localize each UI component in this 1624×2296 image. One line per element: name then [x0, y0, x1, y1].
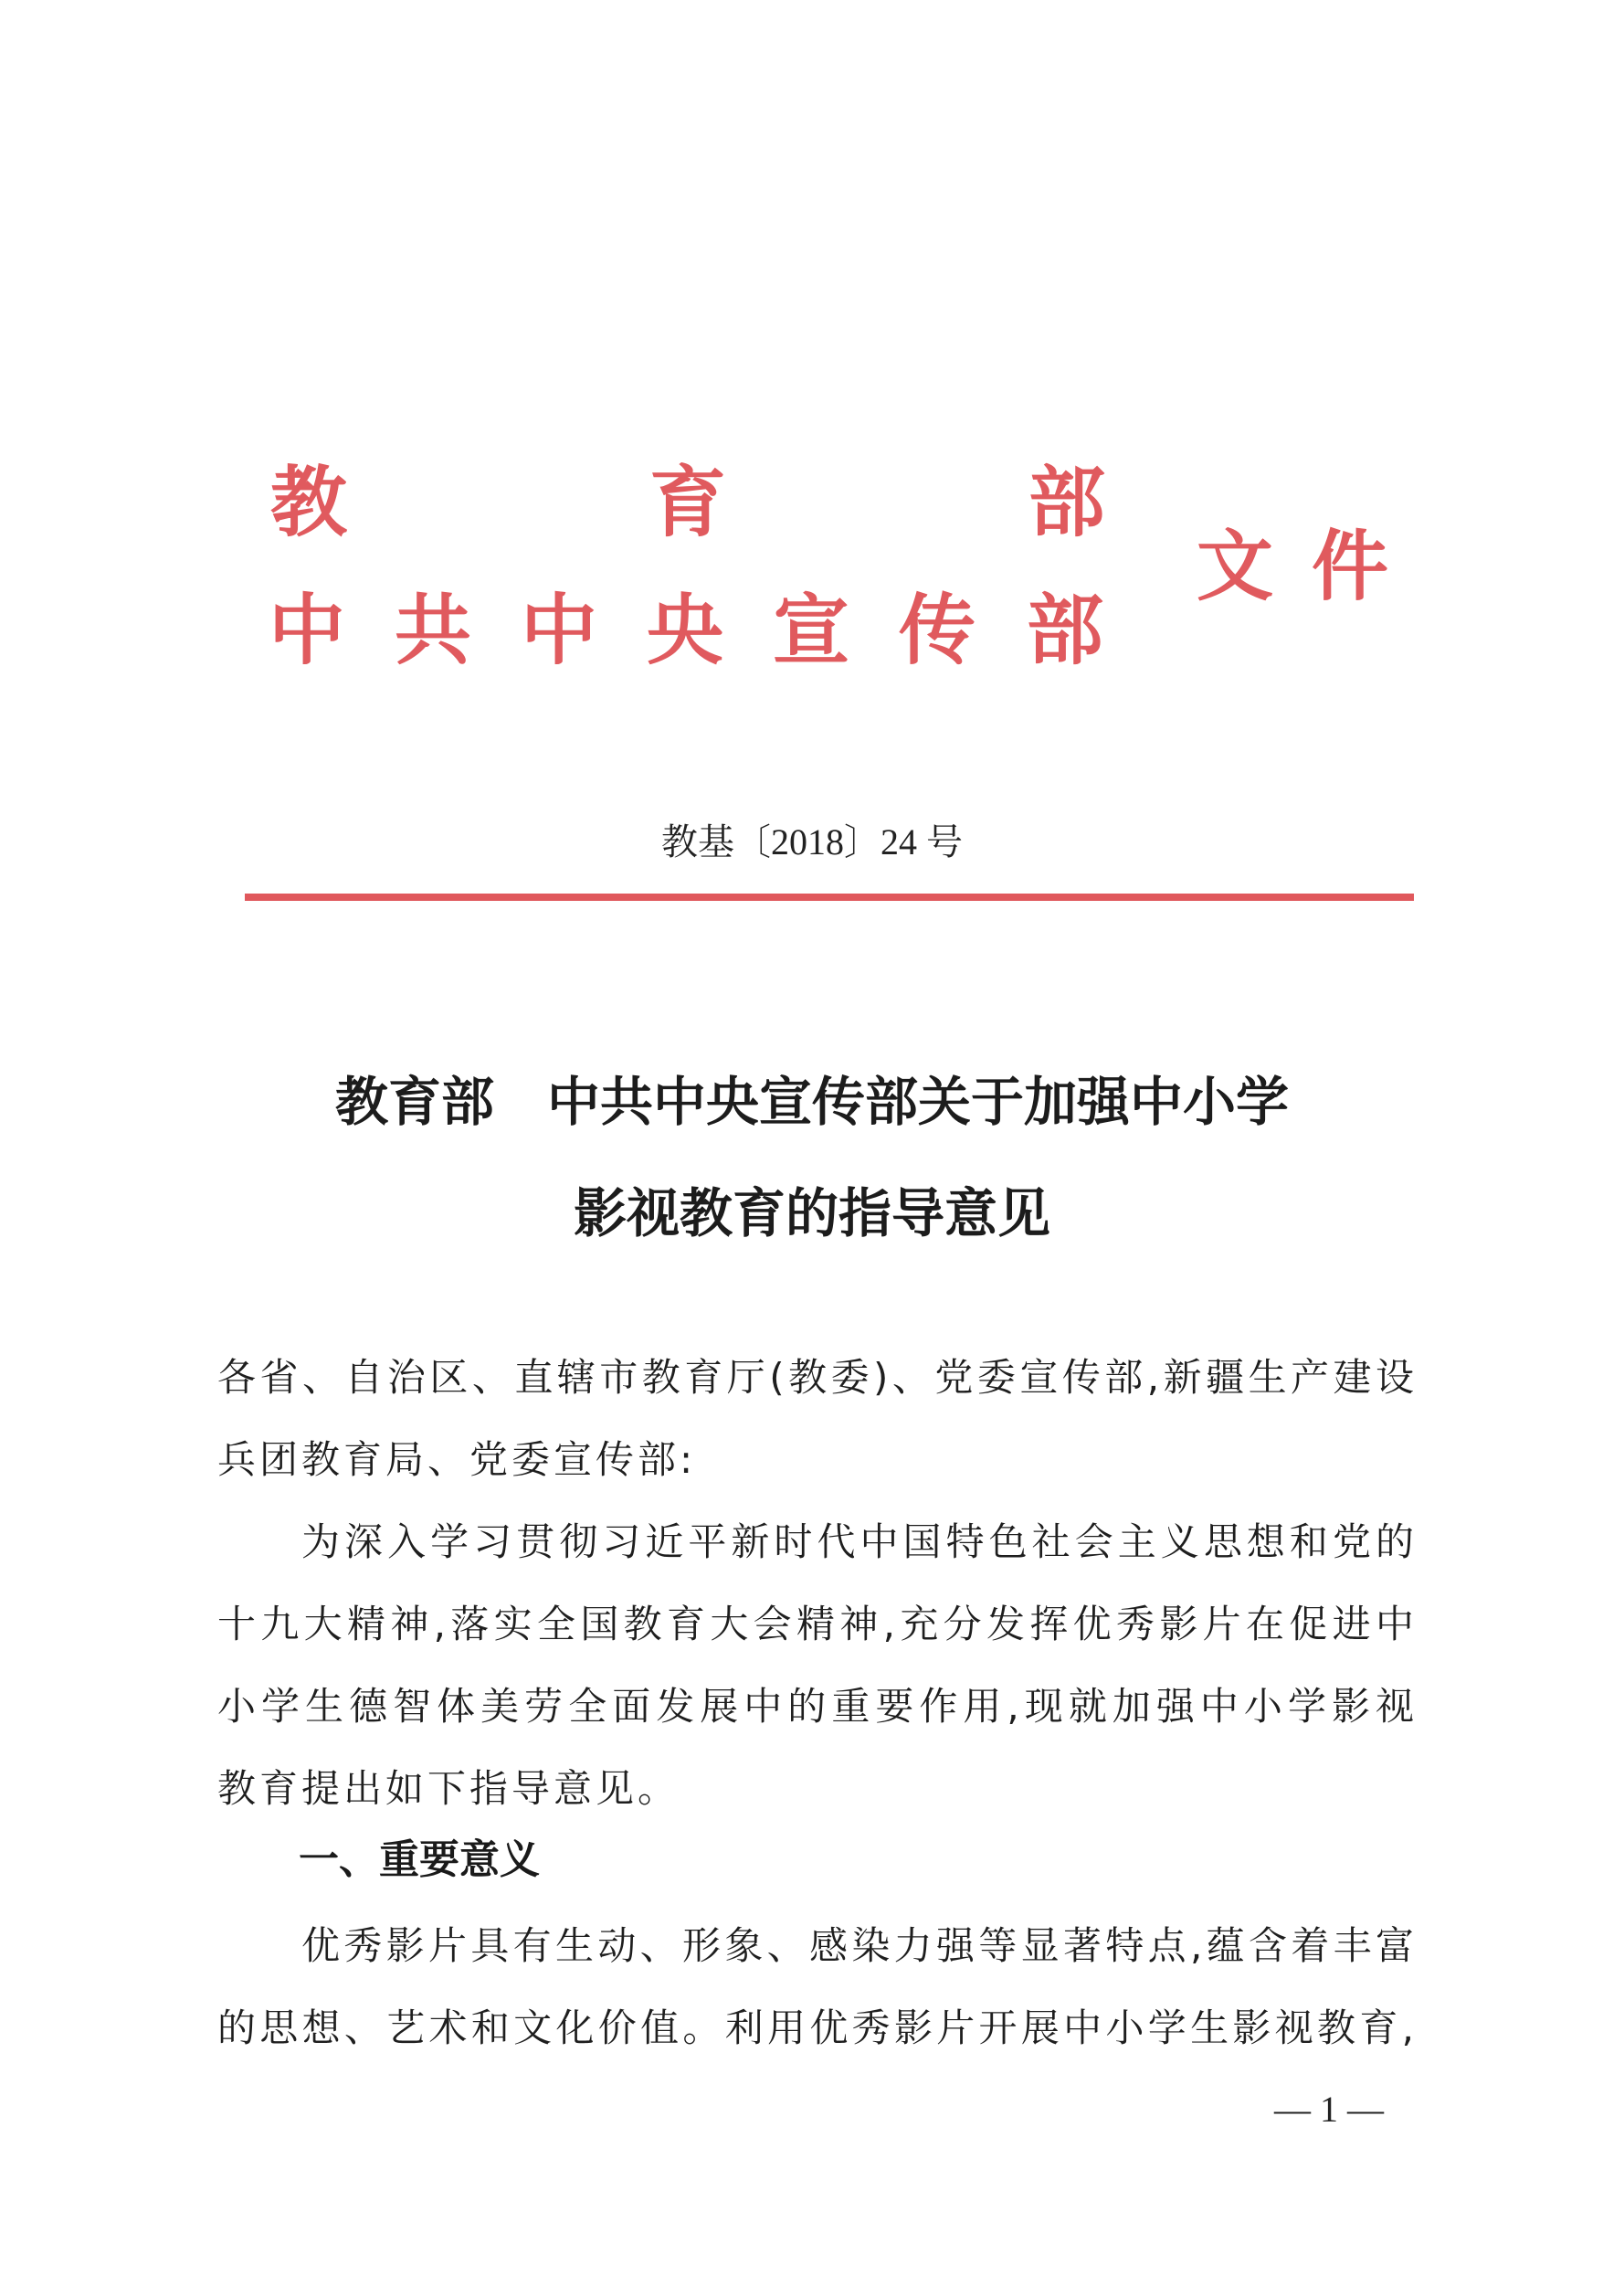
header-suffix-char: 文 [1196, 521, 1273, 611]
addressee-line: 各省、自治区、直辖市教育厅(教委)、党委宣传部,新疆生产建设 [217, 1355, 1414, 1400]
header-issuer-char: 教 [269, 457, 347, 547]
body-line: 小学生德智体美劳全面发展中的重要作用,现就加强中小学影视 [217, 1684, 1414, 1729]
header-suffix-char: 件 [1311, 521, 1388, 611]
body-line: 优秀影片具有生动、形象、感染力强等显著特点,蕴含着丰富 [301, 1923, 1414, 1968]
body-line: 十九大精神,落实全国教育大会精神,充分发挥优秀影片在促进中 [217, 1602, 1414, 1646]
red-separator-line [245, 894, 1414, 901]
header-issuer-char: 共 [394, 585, 471, 675]
document-title-line-1: 教育部 中共中央宣传部关于加强中小学 [334, 1071, 1289, 1133]
header-issuer-char: 央 [646, 585, 723, 675]
addressee-line: 兵团教育局、党委宣传部: [217, 1437, 697, 1482]
header-issuer-char: 中 [520, 585, 597, 675]
header-issuer-char: 部 [1026, 585, 1103, 675]
body-line: 教育提出如下指导意见。 [217, 1766, 680, 1811]
body-line: 的思想、艺术和文化价值。利用优秀影片开展中小学生影视教育, [217, 2005, 1414, 2050]
document-number: 教基〔2018〕24 号 [661, 821, 963, 862]
page-number: — 1 — [1274, 2089, 1384, 2130]
header-issuer-char: 育 [649, 457, 726, 547]
body-line: 为深入学习贯彻习近平新时代中国特色社会主义思想和党的 [301, 1519, 1414, 1564]
section-heading: 一、重要意义 [299, 1836, 540, 1883]
document-title-line-2: 影视教育的指导意见 [573, 1182, 1050, 1244]
header-issuer-char: 中 [268, 585, 345, 675]
header-issuer-char: 宣 [772, 585, 849, 675]
header-issuer-char: 部 [1028, 457, 1105, 547]
header-issuer-char: 传 [898, 585, 975, 675]
